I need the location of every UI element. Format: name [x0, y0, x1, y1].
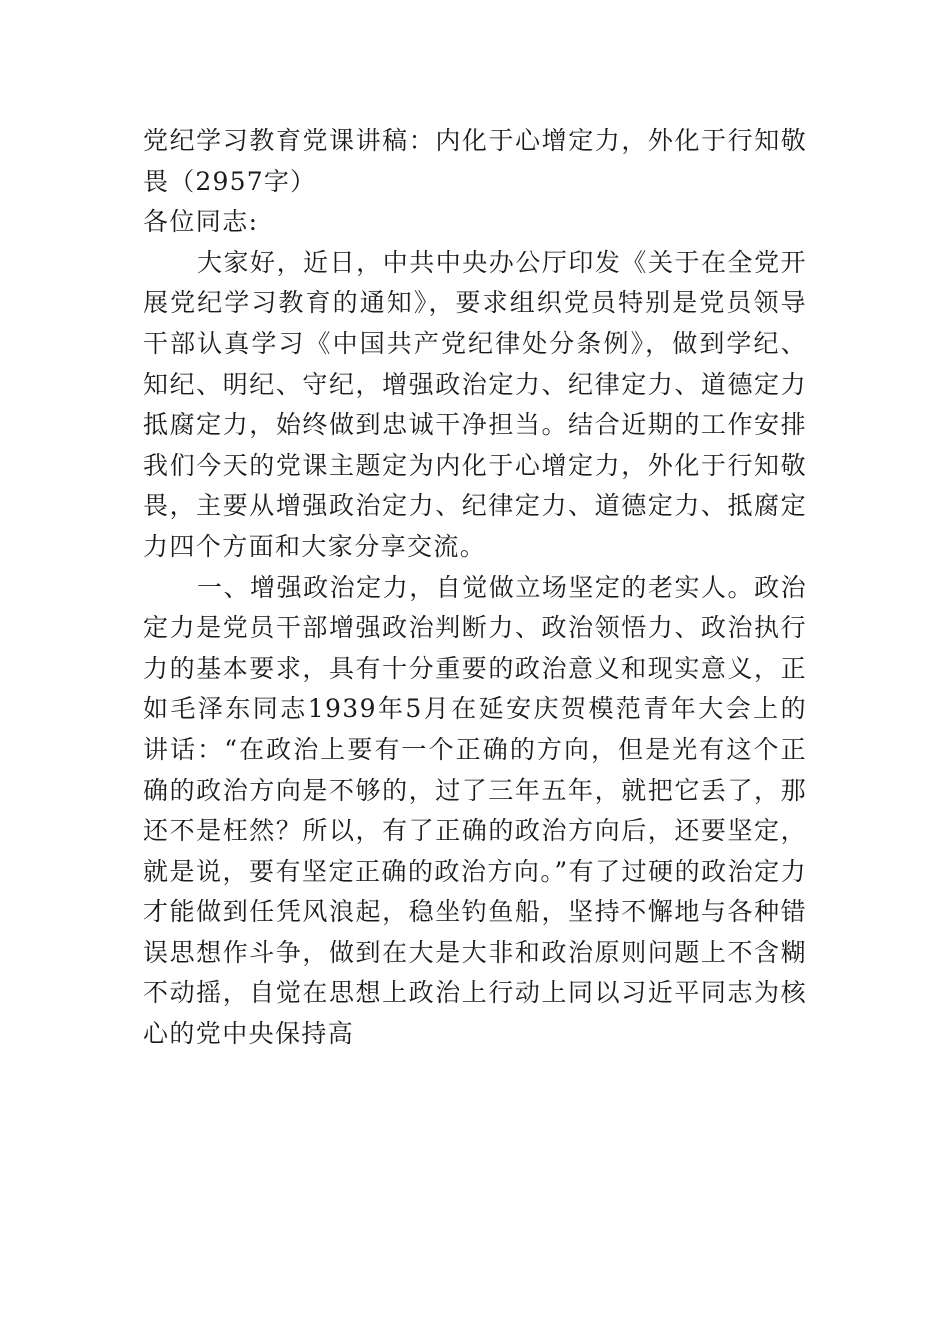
- body-paragraph: 一、增强政治定力，自觉做立场坚定的老实人。政治定力是党员干部增强政治判断力、政治领悟力、政治执行力的基本要求，具有十分重要的政治意义和现实意义，正如毛泽东同志1939年5月在延安庆贺模范青年大会上的讲话：“在政治上要有一个正确的方向，但是光有这个正确的政治方向是不够的，过了三年五年，就把它丢了，那还不是枉然？所以，有了正确的政治方向后，还要坚定，就是说，要有坚定正确的政治方向。”有了过硬的政治定力才能做到任凭风浪起，稳坐钓鱼船，坚持不懈地与各种错误思想作斗争，做到在大是大非和政治原则问题上不含糊不动摇，自觉在思想上政治上行动上同以习近平同志为核心的党中央保持高: [143, 572, 807, 1049]
- salutation: 各位同志:: [143, 207, 259, 237]
- body-paragraph: 大家好，近日，中共中央办公厅印发《关于在全党开展党纪学习教育的通知》，要求组织党员特别是党员领导干部认真学习《中国共产党纪律处分条例》，做到学纪、知纪、明纪、守纪，增强政治定力、纪律定力、道德定力抵腐定力，始终做到忠诚干净担当。结合近期的工作安排我们今天的党课主题定为内化于心增定力，外化于行知敬畏，主要从增强政治定力、纪律定力、道德定力、抵腐定力四个方面和大家分享交流。: [143, 247, 807, 561]
- document-title: 党纪学习教育党课讲稿：内化于心增定力，外化于行知敬畏（2957字）: [143, 126, 807, 196]
- document-body: [143, 121, 807, 1055]
